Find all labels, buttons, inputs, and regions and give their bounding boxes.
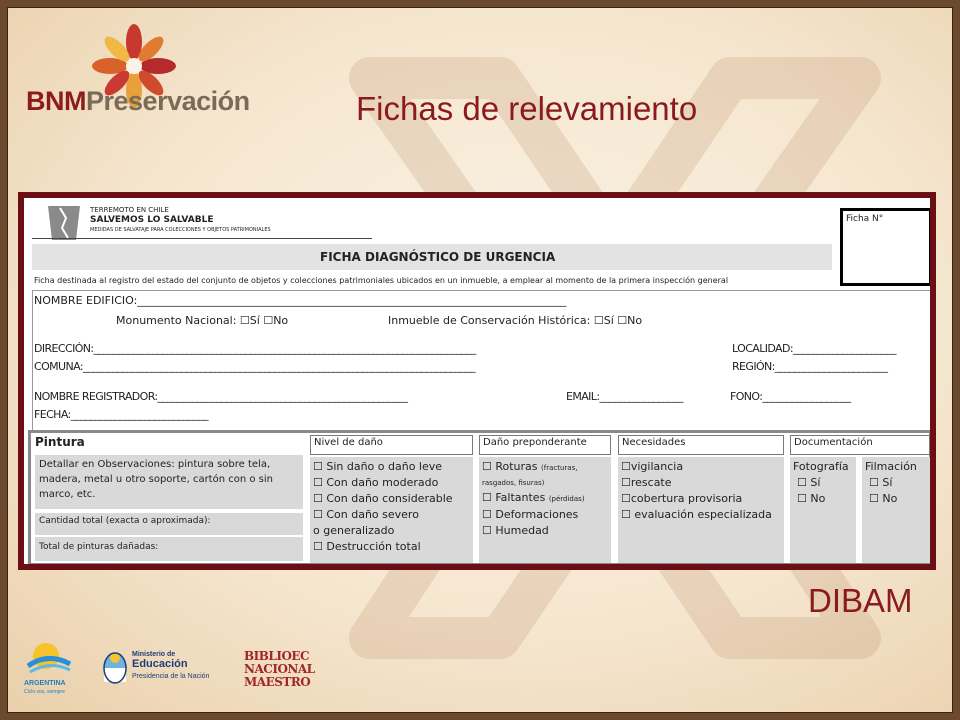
form-description: Ficha destinada al registro del estado del conjunto de objetos y colecciones patrimoniales ubicados en un inmueble, a emplear al momento de la primera inspección general (34, 276, 729, 285)
field-email[interactable]: EMAIL:_________________ (566, 390, 683, 403)
necesidad-cobertura[interactable]: ☐cobertura provisoria (621, 492, 743, 505)
dano-humedad[interactable]: ☐ Humedad (482, 524, 549, 537)
argentina-sub: Ciclo vos, siempre (24, 689, 65, 695)
cantidad-total-field[interactable]: Cantidad total (exacta o aproximada): (35, 513, 303, 535)
biblioteca-line1: BIBLIOEC (244, 649, 310, 663)
field-fecha[interactable]: FECHA:____________________________ (34, 408, 208, 421)
necesidad-vigilancia[interactable]: ☐vigilancia (621, 460, 684, 473)
pintura-detail-line1: Detallar en Observaciones: pintura sobre tela, (39, 459, 271, 470)
form-image-frame (18, 192, 936, 570)
necesidades-heading: Necesidades (618, 435, 784, 455)
national-shield-icon (102, 650, 128, 686)
dano-faltantes[interactable]: ☐ Faltantes (482, 491, 546, 504)
filmacion-label: Filmación (865, 460, 917, 473)
nivel-option-4b: o generalizado (313, 524, 395, 537)
pintura-detail-box (35, 455, 303, 509)
pintura-heading: Pintura (35, 435, 85, 449)
dano-faltantes-note: (pérdidas) (548, 495, 585, 503)
nivel-dano-heading: Nivel de daño (310, 435, 473, 455)
field-comuna[interactable]: COMUNA:________________________________________________________________________________ (34, 360, 475, 373)
field-nombre-edificio[interactable]: NOMBRE EDIFICIO:______________________________________________________________________________ (34, 294, 567, 307)
fotografia-si[interactable]: ☐ Sí (797, 476, 821, 489)
dano-roturas-note: (fracturas, (541, 464, 578, 472)
ficha-number-box[interactable] (840, 208, 932, 286)
field-direccion[interactable]: DIRECCIÓN:______________________________________________________________________________ (34, 342, 476, 355)
field-nombre-registrador[interactable]: NOMBRE REGISTRADOR:___________________________________________________ (34, 390, 408, 403)
header-line3: MEDIDAS DE SALVATAJE PARA COLECCIONES Y OBJETOS PATRIMONIALES (90, 227, 271, 233)
pintura-detail-line2: madera, metal u otro soporte, cartón con o sin (39, 474, 273, 485)
ministerio-label: Ministerio de (132, 651, 176, 658)
field-region[interactable]: REGIÓN:_______________________ (732, 360, 888, 373)
nivel-option-3[interactable]: ☐ Con daño considerable (313, 492, 453, 505)
field-monumento-nacional[interactable]: Monumento Nacional: ☐Sí ☐No (116, 314, 289, 327)
documentacion-heading: Documentación (790, 435, 930, 455)
fotografia-no[interactable]: ☐ No (797, 492, 826, 505)
nivel-option-2[interactable]: ☐ Con daño moderado (313, 476, 439, 489)
filmacion-options (862, 457, 930, 563)
dibam-credit: DIBAM (808, 582, 913, 619)
filmacion-si[interactable]: ☐ Sí (869, 476, 893, 489)
presidencia-label: Presidencia de la Nación (132, 673, 210, 680)
brand-logo-text (26, 86, 250, 117)
biblioteca-line2: NACIONAL (244, 662, 315, 676)
biblioteca-line3: MAESTRO (244, 675, 311, 689)
header-line2: SALVEMOS LO SALVABLE (90, 215, 214, 225)
nivel-dano-options (310, 457, 473, 563)
necesidad-rescate[interactable]: ☐rescate (621, 476, 672, 489)
footer-logos (18, 632, 328, 702)
field-fono[interactable]: FONO:__________________ (730, 390, 851, 403)
dano-deformaciones[interactable]: ☐ Deformaciones (482, 508, 579, 521)
necesidad-evaluacion[interactable]: ☐ evaluación especializada (621, 508, 772, 521)
pintura-section (28, 430, 932, 566)
argentina-sun-icon (24, 638, 74, 678)
slide-title: Fichas de relevamiento (356, 90, 698, 127)
pintura-heading-box (35, 435, 305, 455)
header-rule (32, 238, 372, 239)
nivel-option-1[interactable]: ☐ Sin daño o daño leve (313, 460, 443, 473)
nivel-option-4[interactable]: ☐ Con daño severo (313, 508, 419, 521)
field-inmueble-conservacion[interactable]: Inmueble de Conservación Histórica: ☐Sí ☐No (388, 314, 643, 327)
form-title: FICHA DIAGNÓSTICO DE URGENCIA (320, 250, 556, 264)
logo-bnm: BNM (26, 86, 86, 116)
total-danadas-field[interactable]: Total de pinturas dañadas: (35, 537, 303, 561)
fotografia-options (790, 457, 856, 563)
logo-preservacion: Preservación (86, 86, 250, 116)
ficha-number-label: Ficha N° (846, 214, 884, 224)
argentina-label: ARGENTINA (24, 680, 66, 687)
dano-preponderante-options (479, 457, 611, 563)
nivel-option-5[interactable]: ☐ Destrucción total (313, 540, 421, 553)
dano-preponderante-heading: Daño preponderante (479, 435, 611, 455)
necesidades-options (618, 457, 784, 563)
pintura-detail-line3: marco, etc. (39, 489, 96, 500)
field-localidad[interactable]: LOCALIDAD:_____________________ (732, 342, 896, 355)
educacion-label: Educación (132, 658, 188, 670)
dano-roturas[interactable]: ☐ Roturas (482, 460, 538, 473)
header-line1: TERREMOTO EN CHILE (90, 206, 169, 214)
filmacion-no[interactable]: ☐ No (869, 492, 898, 505)
ficha-form (24, 198, 930, 564)
dano-roturas-note2: rasgados, fisuras) (482, 479, 545, 487)
crest-icon (46, 204, 82, 242)
fotografia-label: Fotografía (793, 460, 849, 473)
